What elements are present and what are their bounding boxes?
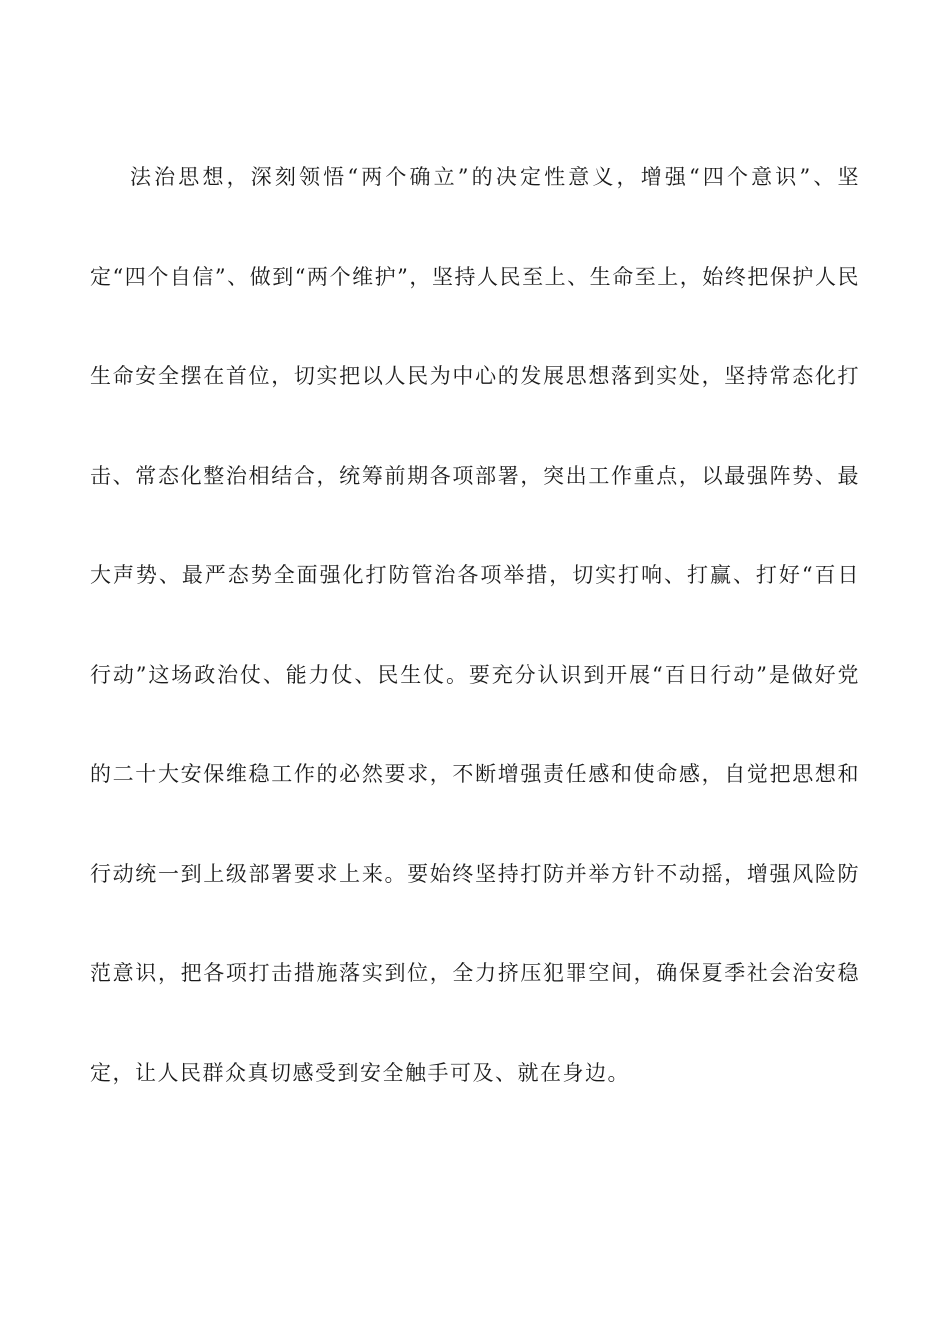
body-paragraph: 法治思想，深刻领悟“两个确立”的决定性意义，增强“四个意识”、坚定“四个自信”、做到“两个维护”，坚持人民至上、生命至上，始终把保护人民生命安全摆在首位，切实把以人民为中心的发展思想落到实处，坚持常态化打击、常态化整治相结合，统筹前期各项部署，突出工作重点，以最强阵势、最大声势、最严态势全面强化打防管治各项举措，切实打响、打赢、打好“百日行动”这场政治仗、能力仗、民生仗。要充分认识到开展“百日行动”是做好党的二十大安保维稳工作的必然要求，不断增强责任感和使命感，自觉把思想和行动统一到上级部署要求上来。要始终坚持打防并举方针不动摇，增强风险防范意识，把各项打击措施落实到位，全力挤压犯罪空间，确保夏季社会治安稳定，让人民群众真切感受到安全触手可及、就在身边。 [90, 165, 860, 1085]
